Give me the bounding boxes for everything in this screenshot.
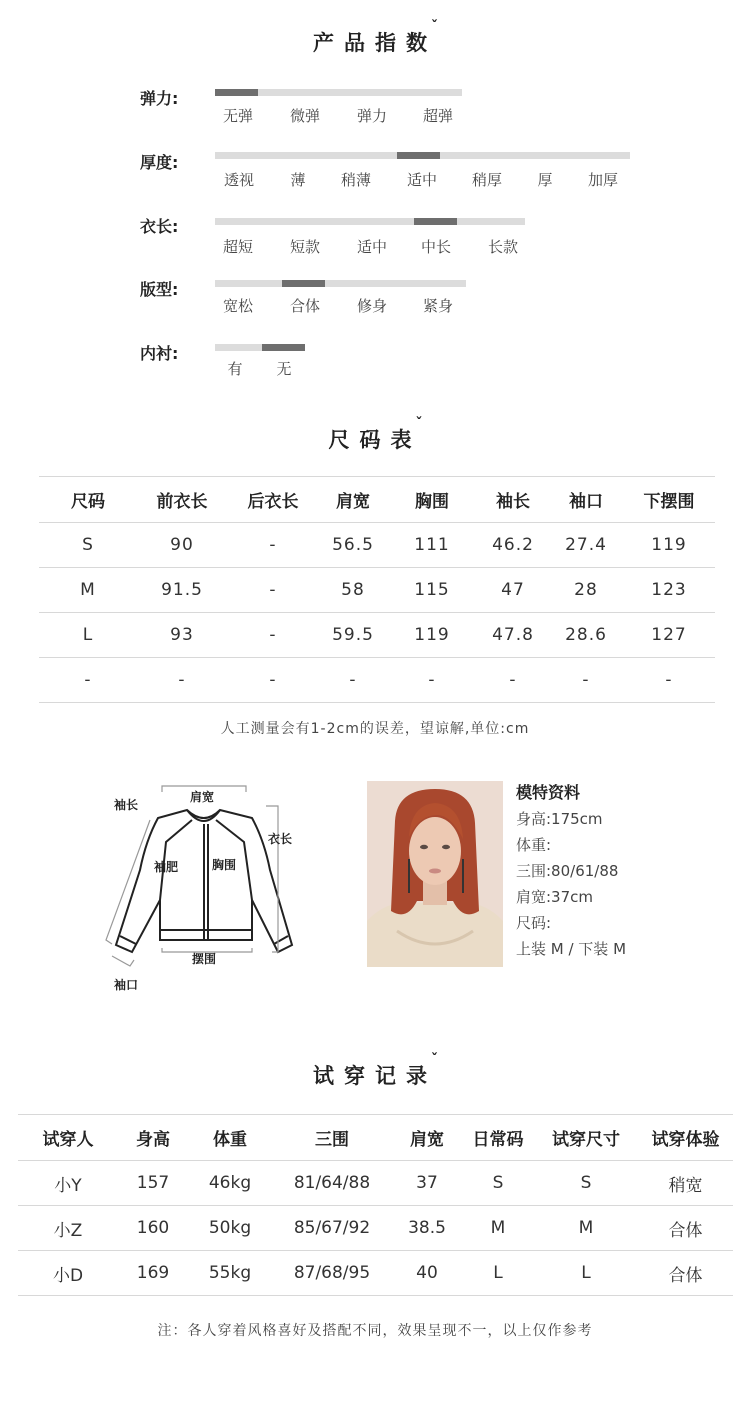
lining-track xyxy=(215,344,305,351)
cell: 稍宽 xyxy=(668,1175,703,1196)
cell: 47.8 xyxy=(492,625,534,645)
cell: 59.5 xyxy=(332,625,374,645)
index-option: 适中 xyxy=(356,238,388,256)
table-header-row xyxy=(18,1115,733,1161)
index-option: 修身 xyxy=(356,297,388,315)
index-option: 中长 xyxy=(420,238,452,256)
header-cell: 袖口 xyxy=(569,492,603,512)
lining-indicator xyxy=(262,344,305,351)
fit-indicator xyxy=(282,280,325,287)
garment-diagram xyxy=(92,780,312,995)
index-option: 透视 xyxy=(223,171,255,189)
cell: 111 xyxy=(414,535,450,555)
header-cell: 尺码 xyxy=(71,492,105,512)
cell: 93 xyxy=(170,625,194,645)
cell: L xyxy=(82,625,94,645)
header-cell: 三围 xyxy=(315,1130,349,1150)
table-row xyxy=(39,523,715,568)
cell: 27.4 xyxy=(565,535,607,555)
diagram-label-chest: 胸围 xyxy=(212,858,237,872)
index-title: 产品指数 ˇ xyxy=(313,19,438,55)
cell: 123 xyxy=(651,580,687,600)
cell: S xyxy=(492,1173,504,1193)
model-line: 上装 M / 下装 M xyxy=(516,940,627,958)
table-row xyxy=(18,1206,733,1251)
header-cell: 身高 xyxy=(136,1130,170,1150)
header-cell: 袖长 xyxy=(496,492,530,512)
diagram-label-cuff: 袖口 xyxy=(114,978,139,992)
header-cell: 试穿尺寸 xyxy=(552,1130,620,1150)
model-photo xyxy=(367,781,503,967)
index-option: 稍厚 xyxy=(471,171,503,189)
table-row xyxy=(39,658,715,703)
cell: 小Y xyxy=(54,1175,82,1196)
cell: - xyxy=(269,580,277,600)
index-option: 弹力 xyxy=(356,107,388,125)
diagram-label-hem: 摆围 xyxy=(192,952,217,966)
size-table xyxy=(39,476,715,703)
cell: - xyxy=(665,670,673,690)
cell: 58 xyxy=(341,580,365,600)
model-line: 尺码: xyxy=(516,914,552,932)
header-cell: 前衣长 xyxy=(156,492,208,512)
table-row xyxy=(39,613,715,658)
cell: 157 xyxy=(136,1173,170,1193)
index-option: 稍薄 xyxy=(340,171,372,189)
size-table-title: 尺码表 ˇ xyxy=(328,416,423,452)
cell: 小Z xyxy=(53,1220,83,1241)
cell: L xyxy=(493,1263,503,1283)
cell: - xyxy=(269,670,277,690)
length-track xyxy=(215,218,525,225)
cell: 87/68/95 xyxy=(293,1263,371,1283)
cell: 55kg xyxy=(208,1263,252,1283)
cell: 28.6 xyxy=(565,625,607,645)
cell: - xyxy=(269,625,277,645)
cell: - xyxy=(84,670,92,690)
cell: 47 xyxy=(501,580,525,600)
cell: 169 xyxy=(136,1263,170,1283)
header-cell: 肩宽 xyxy=(410,1130,444,1150)
size-note: 人工测量会有1-2cm的误差，望谅解,单位:cm xyxy=(220,721,530,737)
elasticity-indicator xyxy=(215,89,258,96)
cell: 46.2 xyxy=(492,535,534,555)
index-option: 超弹 xyxy=(422,107,454,125)
model-title: 模特资料 xyxy=(516,783,581,802)
cell: 40 xyxy=(416,1263,438,1283)
index-option: 超短 xyxy=(222,238,254,256)
cell: 56.5 xyxy=(332,535,374,555)
fit-track xyxy=(215,280,466,287)
length-indicator xyxy=(414,218,457,225)
index-option: 微弹 xyxy=(289,107,321,125)
index-option: 紧身 xyxy=(422,297,454,315)
cell: 50kg xyxy=(208,1218,252,1238)
trial-title: 试穿记录 ˇ xyxy=(313,1052,438,1088)
diagram-label-shoulder: 肩宽 xyxy=(190,790,215,804)
index-label-fit: 版型: xyxy=(140,280,179,299)
header-cell: 后衣长 xyxy=(247,492,299,512)
cell: 81/64/88 xyxy=(293,1173,371,1193)
index-option: 无弹 xyxy=(222,107,254,125)
cell: 160 xyxy=(136,1218,170,1238)
cell: 小D xyxy=(52,1265,84,1286)
cell: 119 xyxy=(651,535,687,555)
index-option: 长款 xyxy=(487,238,519,256)
cell: - xyxy=(582,670,590,690)
cell: 90 xyxy=(170,535,194,555)
index-option: 无 xyxy=(276,360,292,378)
cell: M xyxy=(490,1218,506,1238)
trial-table xyxy=(18,1114,733,1296)
index-label-length: 衣长: xyxy=(140,217,179,236)
cell: S xyxy=(580,1173,592,1193)
header-cell: 试穿体验 xyxy=(651,1130,720,1150)
index-option: 加厚 xyxy=(587,171,619,189)
cell: 85/67/92 xyxy=(293,1218,371,1238)
cell: S xyxy=(82,535,94,555)
thickness-indicator xyxy=(397,152,440,159)
index-option: 薄 xyxy=(290,171,306,189)
index-option: 厚 xyxy=(537,171,553,189)
cell: 合体 xyxy=(668,1265,703,1286)
header-cell: 体重 xyxy=(213,1130,247,1150)
cell: M xyxy=(80,580,96,600)
header-cell: 日常码 xyxy=(472,1130,524,1150)
cell: - xyxy=(178,670,186,690)
index-label-elasticity: 弹力: xyxy=(140,89,179,108)
model-info xyxy=(516,780,626,962)
cell: M xyxy=(578,1218,594,1238)
cell: 38.5 xyxy=(408,1218,446,1238)
table-row xyxy=(39,568,715,613)
cell: 115 xyxy=(414,580,450,600)
elasticity-track xyxy=(215,89,462,96)
diagram-label-length: 衣长 xyxy=(268,832,293,846)
index-option: 适中 xyxy=(406,171,438,189)
cell: 127 xyxy=(651,625,687,645)
table-header-row xyxy=(39,477,715,523)
cell: 28 xyxy=(574,580,598,600)
header-cell: 肩宽 xyxy=(336,492,370,512)
table-row xyxy=(18,1161,733,1206)
thickness-track xyxy=(215,152,630,159)
cell: 合体 xyxy=(668,1220,703,1241)
cell: - xyxy=(509,670,517,690)
header-cell: 下摆围 xyxy=(643,492,695,512)
cell: - xyxy=(349,670,357,690)
header-cell: 试穿人 xyxy=(42,1130,94,1150)
cell: - xyxy=(269,535,277,555)
model-line: 身高:175cm xyxy=(516,810,603,828)
model-line: 肩宽:37cm xyxy=(516,888,593,906)
cell: 37 xyxy=(416,1173,438,1193)
index-option: 宽松 xyxy=(222,297,254,315)
index-option: 合体 xyxy=(289,297,321,315)
index-label-lining: 内衬: xyxy=(140,344,179,363)
cell: L xyxy=(581,1263,591,1283)
index-option: 有 xyxy=(227,360,243,378)
cell: 119 xyxy=(414,625,450,645)
trial-note: 注：各人穿着风格喜好及搭配不同，效果呈现不一，以上仅作参考 xyxy=(157,1323,593,1339)
diagram-label-sleeve: 袖长 xyxy=(114,798,139,812)
index-option: 短款 xyxy=(289,238,321,256)
cell: - xyxy=(428,670,436,690)
model-line: 三围:80/61/88 xyxy=(516,862,619,880)
cell: 46kg xyxy=(208,1173,252,1193)
model-line: 体重: xyxy=(516,836,552,854)
cell: 91.5 xyxy=(161,580,203,600)
index-label-thickness: 厚度: xyxy=(140,153,179,172)
header-cell: 胸围 xyxy=(415,492,449,512)
table-row xyxy=(18,1251,733,1296)
diagram-label-armhole: 袖肥 xyxy=(154,860,179,874)
